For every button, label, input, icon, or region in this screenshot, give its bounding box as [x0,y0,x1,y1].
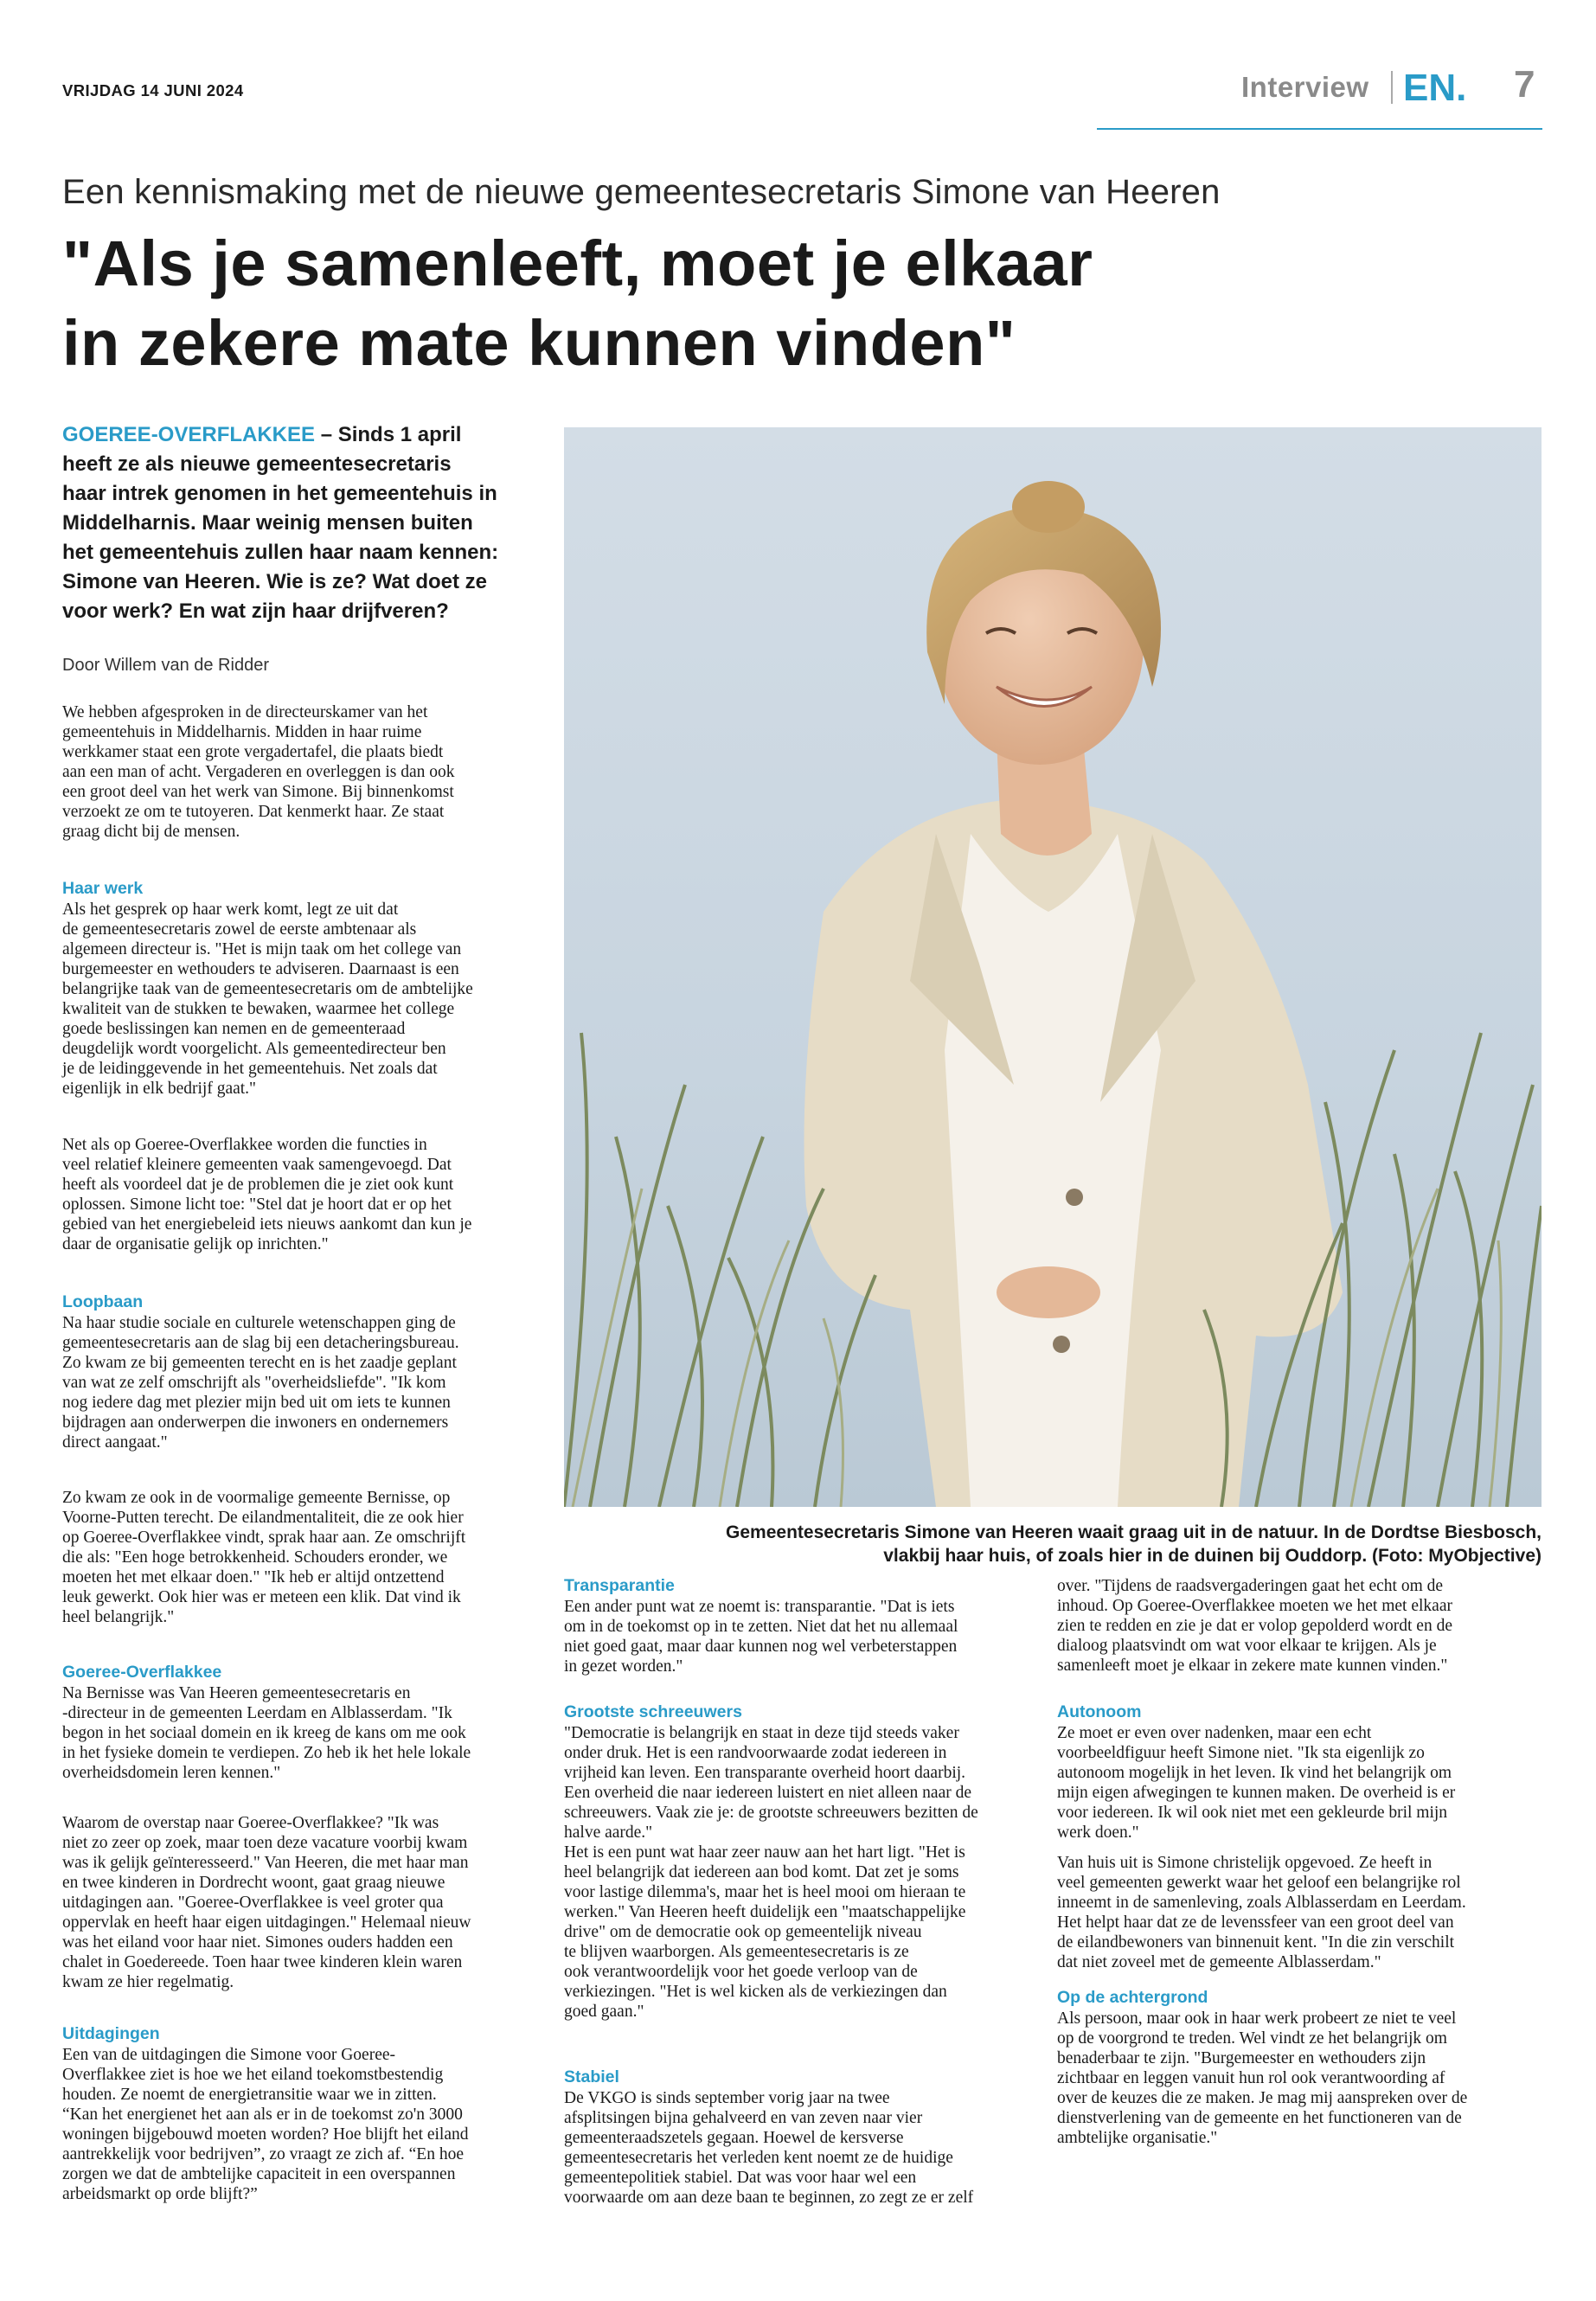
goeree-paragraph-2: Waarom de overstap naar Goeree-Overflakkee? "Ik was niet zo zeer op zoek, maar toen deze vacature voorbij kwam was ik gelijk geïnteresseerd." Van Heeren, die met haar man en twee kinderen in Dordrecht woont, gaat graag nieuwe uitdagingen aan. "Goeree-Overflakkee is veel groter qua oppervlak en heeft haar eigen uitdagingen." Helemaal nieuw was het eiland voor haar niet. Simones ouders hadden een chalet in Goedereede. Toen haar twee kinderen klein waren kwam ze hier regelmatig. [62,1814,471,1991]
subheading-goeree-overflakkee: Goeree-Overflakkee [62,1663,222,1682]
page-number: 7 [1514,63,1535,106]
lead-line-5: het gemeentehuis zullen haar naam kennen: [62,541,499,564]
photo-caption [571,1521,1542,1567]
lead-line-7: voor werk? En wat zijn haar drijfveren? [62,599,449,623]
button [1066,1189,1083,1206]
subheading-autonoom: Autonoom [1057,1702,1142,1721]
transparantie-paragraph: Een ander punt wat ze noemt is: transparantie. "Dat is iets om in de toekomst op in te zetten. Niet dat het nu allemaal niet goed gaat, maar daar kunnen nog wel verbeterstappen in gezet worden." [564,1598,958,1676]
lead-line-3: haar intrek genomen in het gemeentehuis in [62,482,497,505]
intro-paragraph: We hebben afgesproken in de directeurskamer van het gemeentehuis in Middelharnis. Midden in haar ruime werkkamer staat een grote vergadertafel, die plaats biedt aan een man of acht. Vergaderen en overleggen is dan ook een groot deel van het werk van Simone. Bij binnenkomst verzoekt ze om te tutoyeren. Dat kenmerkt haar. Ze staat graag dicht bij de mensen. [62,703,455,841]
subheading-transparantie: Transparantie [564,1576,675,1595]
subheading-stabiel: Stabiel [564,2067,619,2086]
hair-bun [1012,481,1085,533]
autonoom-paragraph-2: Van huis uit is Simone christelijk opgevoed. Ze heeft in veel gemeenten gewerkt waar het geloof een belangrijke rol inneemt in de samenleving, zoals Alblasserdam en Leerdam. Het helpt haar dat ze de levenssfeer van een groot deel van de eilandbewoners van binnenuit kent. "In die zin verschilt dat niet zoveel met de gemeente Alblasserdam." [1057,1854,1466,1971]
lead-place: GOEREE-OVERFLAKKEE [62,423,316,446]
schreeuwers-paragraph: "Democratie is belangrijk en staat in deze tijd steeds vaker onder druk. Het is een randvoorwaarde zodat iedereen in vrijheid kan leven. Een transparante overheid hoort daarbij. Een overheid die naar iedereen luistert en niet alleen naar de schreeuwers. Vaak zie je: de grootste schreeuwers bezitten de halve aarde." Het is een punt wat haar zeer nauw aan het hart ligt. "Het is heel belangrijk dat iedereen aan bod komt. Dat zet je soms voor lastige dilemma's, maar het is heel mooi om hieraan te werken." Van Heeren heeft duidelijk een "maatschappelijke drive" om de democratie ook op gemeentelijk niveau te blijven waarborgen. Als gemeentesecretaris is ze ook verantwoordelijk voor het goede verloop van de verkiezingen. "Het is wel kicken als de verkiezingen dan goed gaan." [564,1724,978,2021]
werk-paragraph-2: Net als op Goeree-Overflakkee worden die functies in veel relatief kleinere gemeenten vaak samengevoegd. Dat heeft als voordeel dat je de problemen die je ziet ook kunt oplossen. Simone licht toe: "Stel dat je hoort dat er op het gebied van het energiebeleid iets nieuws aankomt dan kun je daar de organisatie gelijk op inrichten." [62,1136,472,1253]
hand [997,1266,1100,1318]
newspaper-logo [1403,66,1472,106]
lead-text-1: – Sinds 1 april [315,423,462,446]
uitdagingen-paragraph: Een van de uitdagingen die Simone voor Goeree- Overflakkee ziet is hoe we het eiland toekomstbestendig houden. Ze noemt de energietransitie waar we in zitten. “Kan het energienet het aan als er in de toekomst zo'n 3000 woningen bijgebouwd moeten worden? Hoe blijft het eiland aantrekkelijk voor bedrijven”, zo vraagt ze zich af. “En hoe zorgen we dat de ambtelijke capaciteit in een overspannen arbeidsmarkt op orde blijft?” [62,2046,469,2203]
lead-line-2: heeft ze als nieuwe gemeentesecretaris [62,452,452,476]
section-label: Interview [1241,71,1369,103]
button [1053,1336,1070,1353]
lead-line-4: Middelharnis. Maar weinig mensen buiten [62,511,473,535]
lead-line-6: Simone van Heeren. Wie is ze? Wat doet ze [62,570,488,593]
vervolg-paragraph: over. "Tijdens de raadsvergaderingen gaat het echt om de inhoud. Op Goeree-Overflakkee moeten we het met elkaar zien te redden en zie je dat er volop gepolderd wordt en de dialoog plaatsvindt om wat voor elkaar te krijgen. Als je samenleeft moet je elkaar in zekere mate kunnen vinden." [1057,1577,1452,1675]
subheading-op-de-achtergrond: Op de achtergrond [1057,1988,1208,2007]
header-rule [1097,128,1542,130]
article-photo [564,427,1542,1507]
achtergrond-paragraph: Als persoon, maar ook in haar werk probeert ze niet te veel op de voorgrond te treden. Wel vindt ze het belangrijk om benaderbaar te zijn. "Burgemeester en wethouders zijn zichtbaar en leggen vanuit hun rol ook verantwoording af over de keuzes die ze maken. Je mag mij aanspreken over de dienstverlening van de gemeente en het functioneren van de ambtelijke organisatie." [1057,2009,1468,2147]
section-divider [1391,71,1393,104]
article-kicker: Een kennismaking met de nieuwe gemeentesecretaris Simone van Heeren [62,173,1221,211]
loopbaan-paragraph-1: Na haar studie sociale en culturele wetenschappen ging de gemeentesecretaris aan de slag bij een detacheringsbureau. Zo kwam ze bij gemeenten terecht en is het zaadje geplant van wat ze zelf omschrijft als "overheidsliefde". "Ik kom nog iedere dag met plezier mijn bed uit om iets te kunnen bijdragen aan onderwerpen die inwoners en ondernemers direct aangaat." [62,1314,459,1452]
caption-line-1: Gemeentesecretaris Simone van Heeren waait graag uit in de natuur. In de Dordtse Biesbosch, [726,1522,1542,1542]
headline-line-2: in zekere mate kunnen vinden" [62,307,1016,379]
logo-text: EN. [1403,67,1467,106]
autonoom-paragraph-1: Ze moet er even over nadenken, maar een echt voorbeeldfiguur heeft Simone niet. "Ik sta eigenlijk zo autonoom mogelijk in het leven. Ik vind het belangrijk om mijn eigen afwegingen te kunnen maken. De overheid is er voor iedereen. Ik wil ook niet met een gekleurde bril mijn werk doen." [1057,1724,1456,1842]
byline: Door Willem van de Ridder [62,656,269,675]
subheading-haar-werk: Haar werk [62,879,144,898]
portrait-photo [564,427,1542,1507]
stabiel-paragraph: De VKGO is sinds september vorig jaar na twee afsplitsingen bijna gehalveerd en van zeven naar vier gemeenteraadszetels gegaan. Hoewel de kersverse gemeentesecretaris het verleden kent noemt ze de huidige gemeentepolitiek stabiel. Dat was voor haar wel een voorwaarde om aan deze baan te beginnen, zo zegt ze er zelf [564,2089,974,2207]
subheading-uitdagingen: Uitdagingen [62,2024,160,2043]
subheading-loopbaan: Loopbaan [62,1292,144,1311]
loopbaan-paragraph-2: Zo kwam ze ook in de voormalige gemeente Bernisse, op Voorne-Putten terecht. De eilandmentaliteit, die ze ook hier op Goeree-Overflakkee vindt, sprak haar aan. Ze omschrijft die als: "Een hoge betrokkenheid. Schouders eronder, we moeten het met elkaar doen." "Ik heb er altijd ontzettend leuk gewerkt. Ook hier was er meteen een klik. Dat vind ik heel belangrijk." [62,1489,466,1626]
issue-date: VRIJDAG 14 JUNI 2024 [62,81,244,99]
subheading-grootste-schreeuwers: Grootste schreeuwers [564,1702,742,1721]
werk-paragraph-1: Als het gesprek op haar werk komt, legt ze uit dat de gemeentesecretaris zowel de eerste ambtenaar als algemeen directeur is. "Het is mijn taak om het college van burgemeester en wethouders te adviseren. Daarnaast is een belangrijke taak van de gemeentesecretaris om de ambtelijke kwaliteit van de stukken te bewaken, waarmee het college goede beslissingen kan nemen en de gemeenteraad deugdelijk wordt voorgelicht. Als gemeentedirecteur ben je de leidinggevende in het gemeentehuis. Net zoals dat eigenlijk in elk bedrijf gaat." [62,901,473,1098]
lead-line-1 [62,420,461,450]
caption-line-2: vlakbij haar huis, of zoals hier in de duinen bij Ouddorp. (Foto: MyObjective) [883,1546,1542,1566]
goeree-paragraph-1: Na Bernisse was Van Heeren gemeentesecretaris en -directeur in de gemeenten Leerdam en Alblasserdam. "Ik begon in het sociaal domein en ik kreeg de kans om me ook in het fysieke domein te verdiepen. Zo heb ik het hele lokale overheidsdomein leren kennen." [62,1684,471,1782]
headline-line-1: "Als je samenleeft, moet je elkaar [62,228,1093,299]
